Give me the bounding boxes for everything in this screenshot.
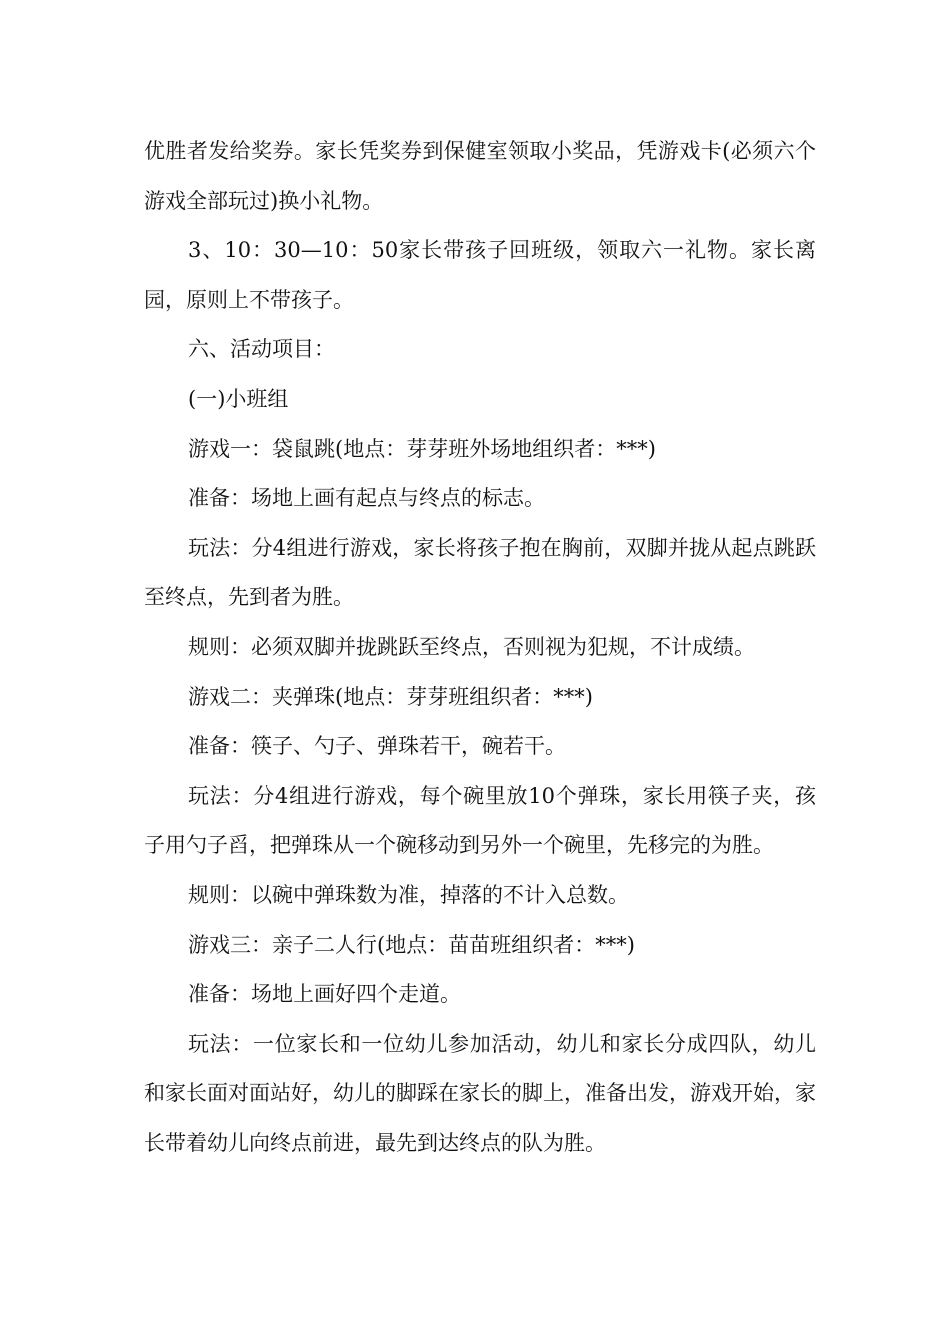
game-2-rules: 规则：以碗中弹珠数为准，掉落的不计入总数。 (188, 882, 629, 907)
game-2-preparation: 准备：筷子、勺子、弹珠若干，碗若干。 (188, 734, 566, 759)
game-3-gameplay: 玩法：一位家长和一位幼儿参加活动，幼儿和家长分成四队，幼儿和家长面对面站好，幼儿的脚踩在家长的脚上，准备出发，游戏开始，家长带着幼儿向终点前进，最先到达终点的队为胜。 (144, 1031, 816, 1155)
paragraph-schedule-item-3: 3、10：30—10：50家长带孩子回班级，领取六一礼物。家长离园，原则上不带孩子。 (144, 238, 816, 312)
game-3-title: 游戏三：亲子二人行(地点：苗苗班组织者：***) (188, 932, 635, 957)
subsection-heading-small-class: (一)小班组 (188, 386, 289, 411)
paragraph-continuation: 优胜者发给奖券。家长凭奖券到保健室领取小奖品，凭游戏卡(必须六个游戏全部玩过)换小礼物。 (144, 139, 816, 213)
game-3-preparation: 准备：场地上画好四个走道。 (188, 982, 461, 1007)
game-1-gameplay: 玩法：分4组进行游戏，家长将孩子抱在胸前，双脚并拢从起点跳跃至终点，先到者为胜。 (144, 535, 816, 610)
game-1-rules: 规则：必须双脚并拢跳跃至终点，否则视为犯规，不计成绩。 (188, 634, 755, 659)
document-body (144, 127, 816, 1168)
game-2-gameplay: 玩法：分4组进行游戏，每个碗里放10个弹珠，家长用筷子夹，孩子用勺子舀，把弹珠从一个碗移动到另外一个碗里，先移完的为胜。 (144, 783, 816, 858)
section-heading-activities: 六、活动项目： (188, 337, 335, 362)
game-1-preparation: 准备：场地上画有起点与终点的标志。 (188, 486, 545, 511)
game-2-title: 游戏二：夹弹珠(地点：芽芽班组织者：***) (188, 684, 593, 709)
game-1-title: 游戏一：袋鼠跳(地点：芽芽班外场地组织者：***) (188, 436, 656, 461)
